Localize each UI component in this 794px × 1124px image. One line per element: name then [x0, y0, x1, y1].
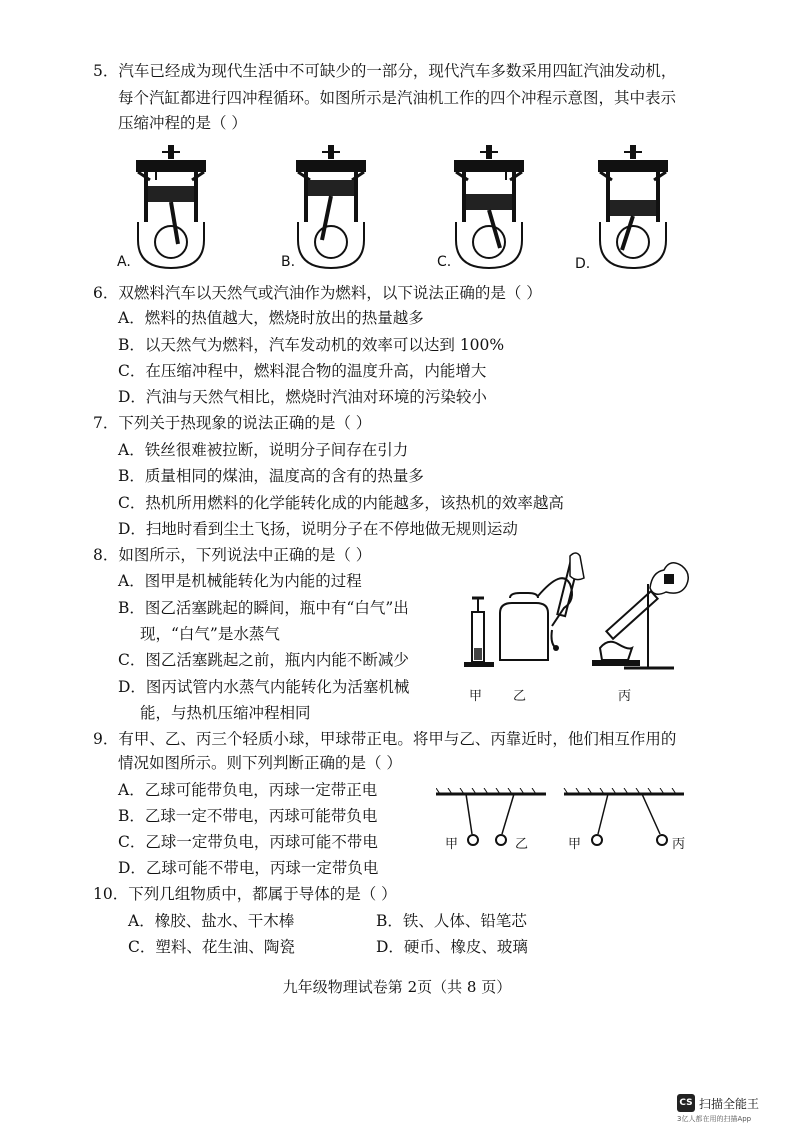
q10-option-a: A．橡胶、盐水、干木棒	[128, 912, 295, 930]
q10-option-c: C．塑料、花生油、陶瓷	[128, 938, 295, 956]
page-footer: 九年级物理试卷第 2页（共 8 页）	[282, 978, 512, 996]
q8-option-d-line-1: D．图丙试管内水蒸气内能转化为活塞机械	[118, 678, 410, 696]
scanner-watermark	[677, 1094, 759, 1112]
engine-stroke-diagrams	[118, 140, 718, 280]
q7-option-c: C．热机所用燃料的化学能转化成的内能越多，该热机的效率越高	[118, 494, 564, 512]
q5-line-3: 压缩冲程的是（ ）	[118, 114, 247, 132]
q8-stem: 8．如图所示，下列说法中正确的是（ ）	[93, 546, 372, 564]
engine-label-b: B.	[281, 254, 296, 270]
q9-option-b: B．乙球一定不带电，丙球可能带负电	[118, 807, 378, 825]
q10-option-d: D．硬币、橡皮、玻璃	[376, 938, 528, 956]
fire-syringe-figure	[464, 598, 494, 667]
scanner-app-tagline: 3亿人都在用的扫描App	[677, 1115, 752, 1123]
ceiling-right	[564, 788, 684, 845]
q8-option-b-line-1: B．图乙活塞跳起的瞬间，瓶中有“白气”出	[118, 599, 409, 617]
q5-line-2: 每个汽缸都进行四冲程循环。如图所示是汽油机工作的四个冲程示意图，其中表示	[118, 89, 677, 107]
q8-option-a: A．图甲是机械能转化为内能的过程	[118, 572, 362, 590]
engine-label-a: A.	[117, 254, 131, 270]
q6-option-c: C．在压缩冲程中，燃料混合物的温度升高，内能增大	[118, 362, 487, 380]
q9-fig-label-yi: 乙	[515, 837, 529, 852]
q8-option-d-line-2: 能，与热机压缩冲程相同	[140, 704, 311, 722]
q7-option-b: B．质量相同的煤油，温度高的含有的热量多	[118, 467, 424, 485]
q9-option-c: C．乙球一定带负电，丙球可能不带电	[118, 833, 378, 851]
q9-fig-label-jia-left: 甲	[445, 837, 459, 852]
engine-label-c: C.	[437, 254, 452, 270]
q8-fig-label-jia: 甲	[469, 689, 483, 704]
q7-option-d: D．扫地时看到尘土飞扬，说明分子在不停地做无规则运动	[118, 520, 518, 538]
q8-fig-label-yi: 乙	[513, 689, 527, 704]
q9-option-d: D．乙球可能不带电，丙球一定带负电	[118, 859, 379, 877]
engine-a-figure	[136, 145, 206, 268]
q6-stem: 6．双燃料汽车以天然气或汽油作为燃料，以下说法正确的是（ ）	[93, 284, 542, 302]
test-tube-figure	[592, 563, 688, 668]
q8-option-c: C．图乙活塞跳起之前，瓶内内能不断减少	[118, 651, 409, 669]
q7-option-a: A．铁丝很难被拉断，说明分子间存在引力	[118, 441, 409, 459]
engine-d-figure	[598, 145, 668, 268]
q5-line-1: 5．汽车已经成为现代生活中不可缺少的一部分，现代汽车多数采用四缸汽油发动机，	[93, 62, 677, 80]
q6-option-b: B．以天然气为燃料，汽车发动机的效率可以达到 100%	[118, 336, 505, 354]
camscanner-logo-icon: CS	[677, 1094, 695, 1112]
q8-option-b-line-2: 现，“白气”是水蒸气	[140, 625, 280, 643]
q9-line-1: 9．有甲、乙、丙三个轻质小球，甲球带正电。将甲与乙、丙靠近时，他们相互作用的	[93, 730, 677, 748]
q10-stem: 10．下列几组物质中，都属于导体的是（ ）	[93, 885, 397, 903]
q9-line-2: 情况如图所示。则下列判断正确的是（ ）	[118, 754, 402, 772]
q6-option-d: D．汽油与天然气相比，燃烧时汽油对环境的污染较小	[118, 388, 487, 406]
q9-fig-label-bing: 丙	[672, 837, 686, 852]
q9-ball-figures	[436, 788, 686, 858]
q10-option-b: B．铁、人体、铅笔芯	[376, 912, 527, 930]
q6-option-a: A．燃料的热值越大，燃烧时放出的热量越多	[118, 309, 424, 327]
scanner-app-name: 扫描全能王	[699, 1096, 760, 1111]
bottle-pump-figure	[500, 553, 584, 660]
q9-fig-label-jia-right: 甲	[568, 837, 582, 852]
engine-b-figure	[296, 145, 366, 268]
q8-fig-label-bing: 丙	[618, 689, 632, 704]
engine-label-d: D.	[575, 256, 591, 272]
engine-c-figure	[454, 145, 524, 268]
q7-stem: 7．下列关于热现象的说法正确的是（ ）	[93, 414, 372, 432]
q8-figures	[452, 548, 692, 673]
q9-option-a: A．乙球可能带负电，丙球一定带正电	[118, 781, 378, 799]
